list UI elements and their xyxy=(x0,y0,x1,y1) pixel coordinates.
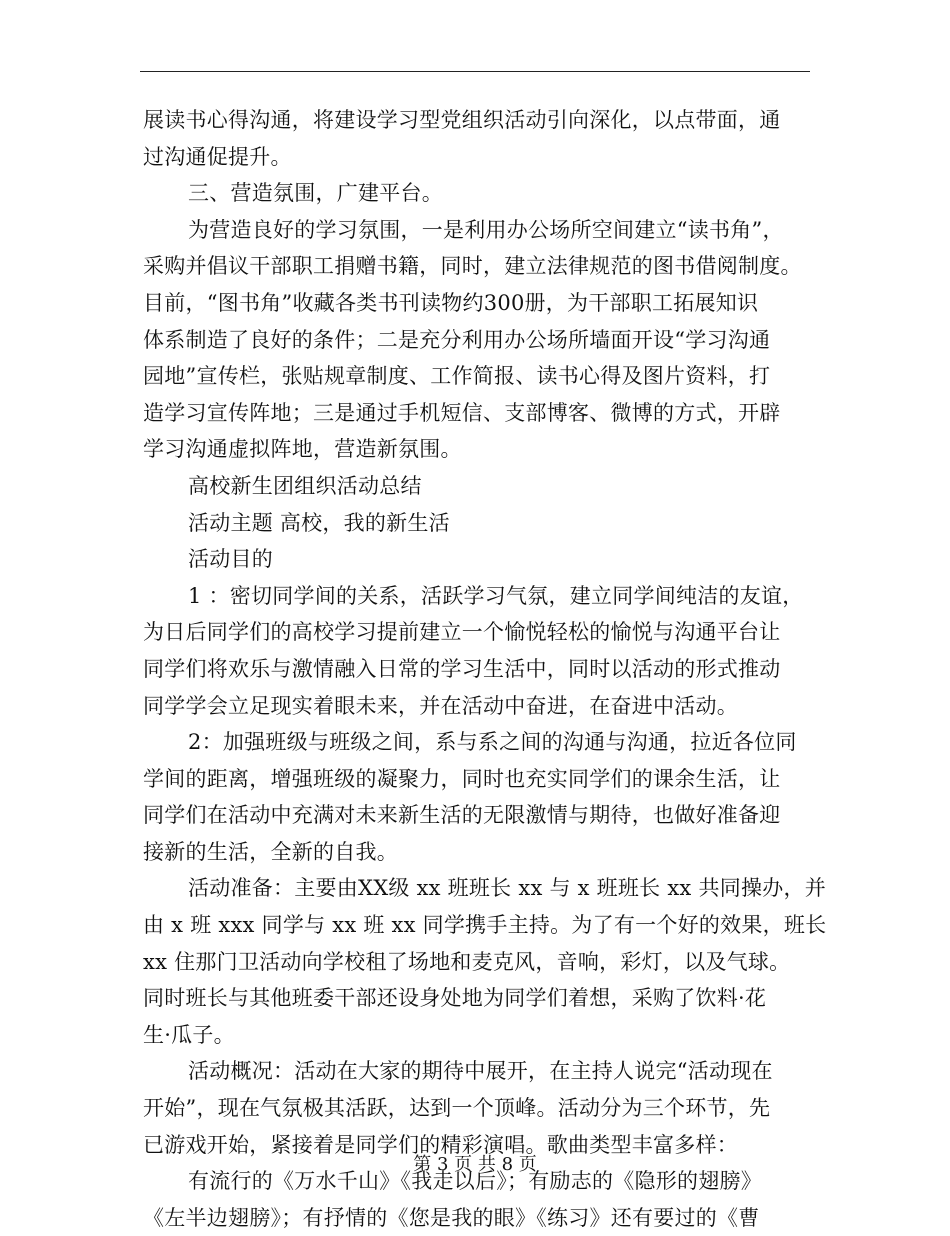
text-line: 活动主题 高校，我的新生活 xyxy=(188,510,450,535)
text-line: 已游戏开始，紧接着是同学们的精彩演唱。歌曲类型丰富多样： xyxy=(143,1132,738,1157)
page-footer: 第 3 页 共 8 页 xyxy=(413,1154,537,1175)
text-line: 三、营造氛围，广建平台。 xyxy=(188,181,443,206)
text-line: 学间的距离，增强班级的凝聚力，同时也充实同学们的课余生活，让 xyxy=(143,766,781,791)
text-line: 同学们将欢乐与激情融入日常的学习生活中，同时以活动的形式推动 xyxy=(143,656,781,681)
text-line: 同学学会立足现实着眼未来，并在活动中奋进，在奋进中活动。 xyxy=(143,693,738,718)
text-line: 生·瓜子。 xyxy=(143,1022,235,1047)
text-line: 造学习宣传阵地；三是通过手机短信、支部博客、微博的方式，开辟 xyxy=(143,400,781,425)
text-line: 展读书心得沟通，将建设学习型党组织活动引向深化，以点带面，通 xyxy=(143,108,781,132)
text-line: 接新的生活，全新的自我。 xyxy=(143,839,398,864)
text-line: 体系制造了良好的条件；二是充分利用办公场所墙面开设“学习沟通 xyxy=(143,327,771,352)
document-body xyxy=(143,102,827,1236)
text-line: 采购并倡议干部职工捐赠书籍，同时，建立法律规范的图书借阅制度。 xyxy=(143,254,802,279)
text-line: 《左半边翅膀》；有抒情的《您是我的眼》《练习》还有要过的《曹 xyxy=(143,1205,760,1230)
text-line: 过沟通促提升。 xyxy=(143,144,292,169)
text-line: 同时班长与其他班委干部还设身处地为同学们着想，采购了饮料·花 xyxy=(143,986,767,1011)
text-line: 由 x 班 xxx 同学与 xx 班 xx 同学携手主持。为了有一个好的效果，班长 xyxy=(143,913,827,938)
text-line: 学习沟通虚拟阵地，营造新氛围。 xyxy=(143,437,462,462)
text-line: 活动概况：活动在大家的期待中展开，在主持人说完“活动现在 xyxy=(188,1059,773,1084)
text-line: 有流行的《万水千山》《我走以后》；有励志的《隐形的翅膀》 xyxy=(188,1169,762,1194)
text-line: 园地”宣传栏，张贴规章制度、工作简报、读书心得及图片资料，打 xyxy=(143,364,771,389)
text-line: 同学们在活动中充满对未来新生活的无限激情与期待，也做好准备迎 xyxy=(143,803,781,828)
text-line: 2：加强班级与班级之间，系与系之间的沟通与沟通，拉近各位同 xyxy=(188,730,797,755)
text-line: 为日后同学们的高校学习提前建立一个愉悦轻松的愉悦与沟通平台让 xyxy=(143,620,781,645)
header-rule xyxy=(140,71,810,72)
text-line: 活动目的 xyxy=(188,547,273,572)
text-line: 目前，“图书角”收藏各类书刊读物约300册，为干部职工拓展知识 xyxy=(143,290,759,315)
text-line: xx 住那门卫活动向学校租了场地和麦克风，音响，彩灯，以及气球。 xyxy=(143,949,791,974)
text-line: 高校新生团组织活动总结 xyxy=(188,473,422,498)
text-line: 开始”，现在气氛极其活跃，达到一个顶峰。活动分为三个环节，先 xyxy=(143,1096,771,1121)
text-line: 活动准备：主要由XX级 xx 班班长 xx 与 x 班班长 xx 共同操办，并 xyxy=(188,876,826,901)
text-line: 1 ：密切同学间的关系，活跃学习气氛，建立同学间纯洁的友谊， xyxy=(188,583,804,608)
text-line: 为营造良好的学习氛围，一是利用办公场所空间建立“读书角”， xyxy=(188,217,784,242)
